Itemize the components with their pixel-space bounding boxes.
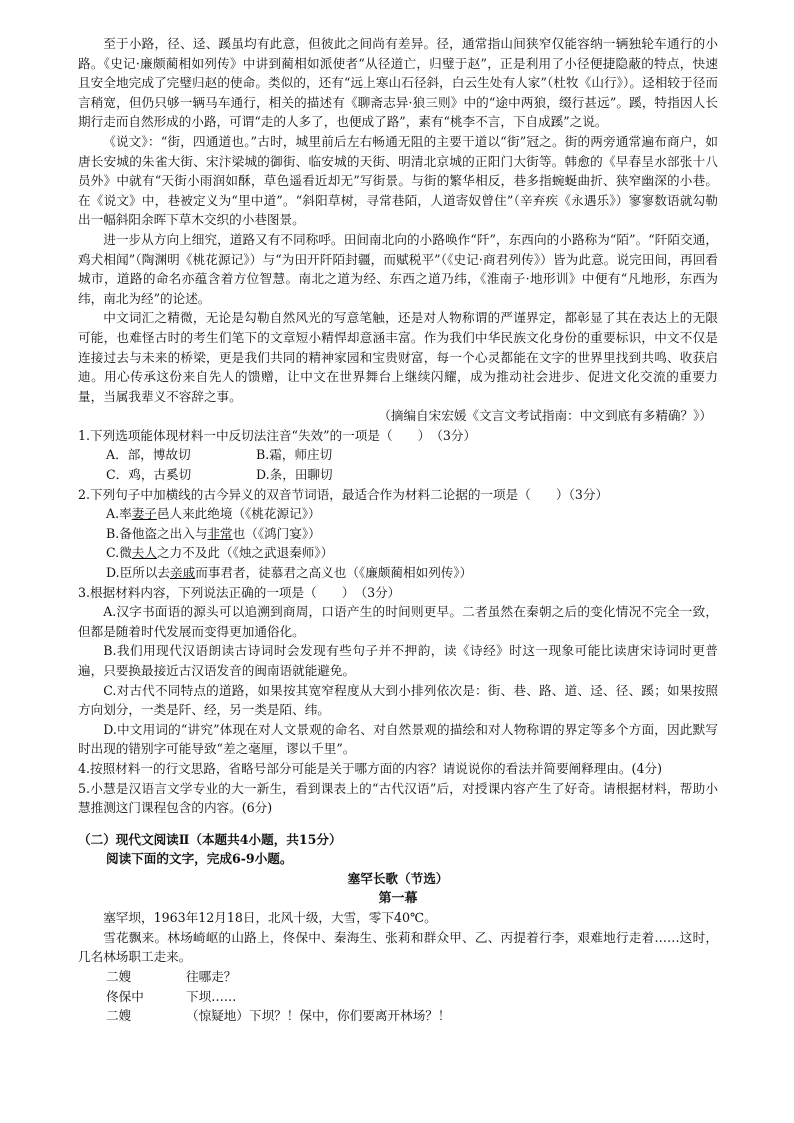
option-text: C.微 (106, 545, 132, 561)
character-name: 佟保中 (106, 988, 144, 1004)
material-paragraph: 至于小路，径、迳、蹊虽均有此意，但彼此之间尚有差异。径，通常指山间狭窄仅能容纳一辆独轮车通行的小路。《史记·廉颇蔺相如列传》中讲到蔺相如派使者“从径道亡，归璧于赵”，正是利用了小径便捷隐蔽的特点，快速且安全地完成了完璧归赵的使命。类似的，还有“远上寒山石径斜，白云生处有人家”（杜牧《山行》）。迳相较于径而言稍宽，但仍只够一辆马车通行，相关的描述有《聊斋志异·狼三则》中的“途中两狼，缀行甚远”。蹊，特指因人长期行走而自然形成的小路，可谓“走的人多了，也便成了路”，素有“桃李不言，下自成蹊”之说。 (78, 36, 718, 130)
question-3-option-b: B.我们用现代汉语朗读古诗词时会发现有些句子并不押韵，读《诗经》时这一现象可能比读唐宋诗词时更普遍，只要换最接近古汉语发音的闽南语就能避免。 (78, 643, 718, 678)
material-paragraph: 中文词汇之精微，无论是勾勒自然风光的写意笔触，还是对人物称谓的严谨界定，都彰显了其在表达上的无限可能，也难怪古时的考生们笔下的文章短小精悍却意涵丰富。作为我们中华民族文化身份的重要标识，中文不仅是连接过去与未来的桥梁，更是我们共同的精神家园和宝贵财富，每一个心灵都能在文字的世界里找到共鸣、收获启迪。用心传承这份来自先人的馈赠，让中文在世界舞台上继续闪耀，成为推动社会进步、促进文化交流的重要力量，当属我辈义不容辞之事。 (78, 310, 718, 404)
stage-setting: 塞罕坝，1963年12月18日，北风十级，大雪，零下40℃。 (103, 910, 437, 926)
question-2-stem: 2.下列句子中加横线的古今异义的双音节词语，最适合作为材料二论据的一项是（ ）（3分） (78, 486, 609, 502)
question-1-options-row (78, 445, 718, 465)
material-paragraph: 进一步从方向上细究，道路又有不同称呼。田间南北向的小路唤作“阡”，东西向的小路称为“陌”。“阡陌交通，鸡犬相闻”（陶渊明《桃花源记》）与“为田开阡陌封疆，而赋税平”（《史记·商君列传》）皆为此意。说完田间，再回看城市，道路的命名亦蕴含着方位智慧。南北之道为经、东西之道乃纬，《淮南子·地形训》中便有“凡地形，东西为纬，南北为经”的论述。 (78, 231, 718, 306)
option-text: 之力不及此（《烛之武退秦师》） (156, 545, 334, 561)
exam-page (78, 34, 718, 1026)
question-1-option-b: B.霜，师庄切 (256, 447, 333, 463)
option-text: 而事君者，徒慕君之高义也（《廉颇蔺相如列传》） (195, 565, 473, 581)
option-text: B.备他盗之出入与 (106, 525, 208, 541)
question-1-option-a: A．部，博故切 (106, 447, 191, 463)
section-instruction: 阅读下面的文字，完成6-9小题。 (106, 851, 293, 867)
question-2-option-a (78, 504, 718, 524)
question-3-stem: 3.根据材料内容，下列说法正确的一项是（ ） （3分） (78, 584, 401, 600)
dialogue-text: （惊疑地）下坝？！保中，你们要离开林场？！ (186, 1008, 451, 1024)
question-3-option-d: D.中文用词的“讲究”体现在对人文景观的命名、对自然景观的描绘和对人物称谓的界定等多个方面，因此默写时出现的错别字可能导致“差之毫厘，谬以千里”。 (78, 721, 718, 757)
question-3-option-c: C.对古代不同特点的道路，如果按其宽窄程度从大到小排列依次是：街、巷、路、道、迳、径、蹊；如果按照方向划分，一类是阡、经，另一类是陌、纬。 (78, 682, 718, 718)
question-2-option-c (78, 543, 718, 563)
stage-direction: 雪花飘来。林场崎岖的山路上，佟保中、秦海生、张莉和群众甲、乙、丙提着行李，艰难地行走着……这时，几名林场职工走来。 (78, 929, 718, 965)
underlined-word: 夫人 (131, 545, 157, 561)
question-1-options-row (78, 465, 718, 485)
play-title: 塞罕长歌（节选） (347, 870, 449, 886)
option-text: 邑人来此绝境（《桃花源记》） (156, 506, 321, 522)
dialogue-text: 往哪走？ (186, 968, 237, 984)
material-paragraph: 《说文》：“街，四通道也。”古时，城里前后左右畅通无阻的主要干道以“街”冠之。街的两旁通常遍布商户，如唐长安城的朱雀大街、宋汴梁城的御街、临安城的天街、明清北京城的正阳门大街等。韩愈的《早春呈水部张十八员外》中就有“天街小雨润如酥，草色遥看近却无”写街景。与街的繁华相反，巷多指蜿蜒曲折、狭窄幽深的小巷。在《说文》中，巷被定义为“里中道”。“斜阳草树，寻常巷陌，人道寄奴曾住”（辛弃疾《永遇乐》）寥寥数语就勾勒出一幅斜阳余晖下草木交织的小巷图景。 (78, 133, 718, 228)
option-text: A.率 (106, 506, 132, 522)
source-note: （摘编自宋宏媛《文言文考试指南：中文到底有多精确？》） (378, 408, 712, 424)
character-name: 二嫂 (106, 968, 132, 984)
question-4: 4.按照材料一的行文思路，省略号部分可能是关于哪方面的内容？请说说你的看法并简要阐释理由。(4分) (78, 760, 662, 776)
question-1-option-c: C．鸡，古奚切 (106, 467, 192, 483)
dialogue-line (78, 967, 718, 987)
question-1-stem: 1.下列选项能体现材料一中反切法注音“失效”的一项是（ ） （3分） (78, 427, 477, 443)
underlined-word: 亲戚 (170, 565, 196, 581)
dialogue-line (78, 1006, 718, 1026)
scene-heading: 第一幕 (378, 890, 418, 906)
question-5: 5.小慧是汉语言文学专业的大一新生，看到课表上的“古代汉语”后，对授课内容产生了好奇。请根据材料，帮助小慧推测这门课程包含的内容。(6分) (78, 780, 718, 816)
question-3-option-a: A.汉字书面语的源头可以追溯到商周，口语产生的时间则更早。二者虽然在秦朝之后的变化情况不完全一致，但都是随着时代发展而变得更加通俗化。 (78, 604, 718, 639)
question-2-option-b (78, 524, 718, 544)
character-name: 二嫂 (106, 1008, 132, 1024)
underlined-word: 妻子 (131, 506, 157, 522)
question-2-option-d (78, 563, 718, 583)
question-1-option-d: D.条，田聊切 (256, 467, 333, 483)
dialogue-text: 下坝…… (186, 988, 237, 1004)
underlined-word: 非常 (207, 525, 233, 541)
option-text: 也（《鸿门宴》） (232, 525, 321, 541)
dialogue-line (78, 987, 718, 1007)
option-text: D.臣所以去 (106, 565, 171, 581)
section-heading: （二）现代文阅读Ⅱ（本题共4小题，共15分） (78, 831, 342, 847)
